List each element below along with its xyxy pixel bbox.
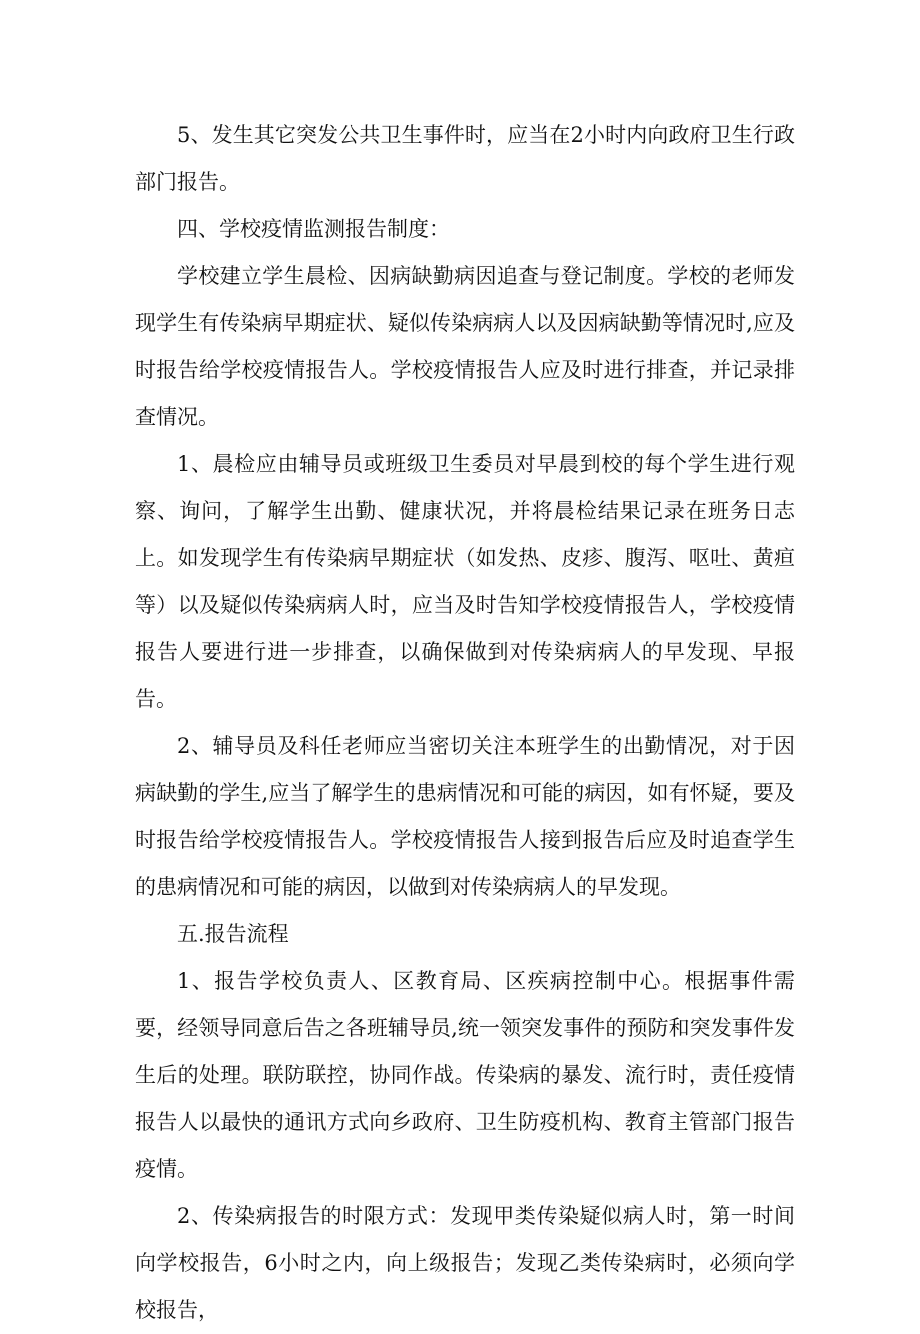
paragraph-report-chain: 1、报告学校负责人、区教育局、区疾病控制中心。根据事件需要，经领导同意后告之各班辅导员,统一领突发事件的预防和突发事件发生后的处理。联防联控，协同作战。传染病的暴发、流行时，责任疫情报告人以最快的通讯方式向乡政府、卫生防疫机构、教育主管部门报告疫情。 (135, 969, 795, 1181)
paragraph-morning-check: 1、晨检应由辅导员或班级卫生委员对早晨到校的每个学生进行观察、询问，了解学生出勤、健康状况，并将晨检结果记录在班务日志上。如发现学生有传染病早期症状（如发热、皮疹、腹泻、呕吐、黄疸等）以及疑似传染病病人时，应当及时告知学校疫情报告人，学校疫情报告人要进行进一步排查，以确保做到对传染病病人的早发现、早报告。 (135, 452, 795, 711)
paragraph-attendance-tracking: 2、辅导员及科任老师应当密切关注本班学生的出勤情况，对于因病缺勤的学生,应当了解学生的患病情况和可能的病因，如有怀疑，要及时报告给学校疫情报告人。学校疫情报告人接到报告后应及时追查学生的患病情况和可能的病因，以做到对传染病病人的早发现。 (135, 734, 795, 899)
paragraph-report-time-limits: 2、传染病报告的时限方式：发现甲类传染疑似病人时，第一时间向学校报告，6小时之内，向上级报告；发现乙类传染病时，必须向学校报告， (135, 1204, 795, 1322)
section-heading-monitoring: 四、学校疫情监测报告制度： (177, 217, 450, 241)
paragraph-item-5-other-events: 5、发生其它突发公共卫生事件时，应当在2小时内向政府卫生行政部门报告。 (135, 123, 795, 194)
document-body (135, 112, 795, 1334)
paragraph-monitoring-intro: 学校建立学生晨检、因病缺勤病因追查与登记制度。学校的老师发现学生有传染病早期症状、疑似传染病病人以及因病缺勤等情况时,应及时报告给学校疫情报告人。学校疫情报告人应及时进行排查，并记录排查情况。 (135, 264, 795, 429)
section-heading-report-process: 五.报告流程 (177, 922, 289, 946)
